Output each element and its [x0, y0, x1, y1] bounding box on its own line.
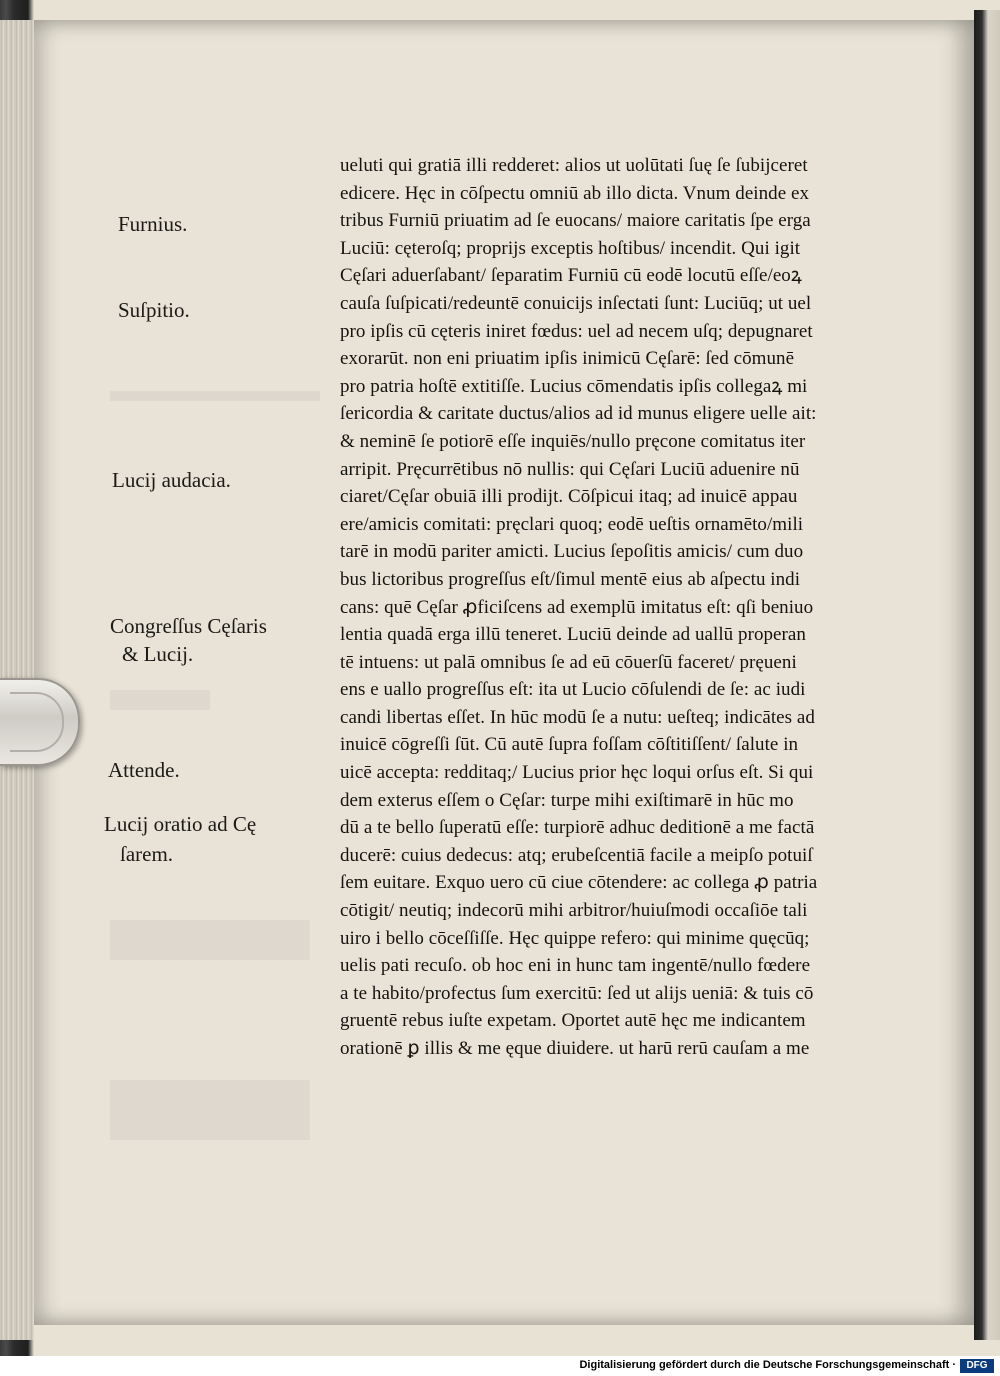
text-line: ſericordia & caritate ductus/alios ad id munus eligere uelle ait: — [340, 403, 817, 425]
bleed-through-3 — [110, 920, 310, 960]
text-line: inuicē cōgreſſi ſūt. Cū autē ſupra foſſam cōſtitiſſent/ ſalute in — [340, 734, 799, 756]
text-line: a te habito/profectus ſum exercitū: ſed ut alijs ueniā: & tuis cō — [340, 982, 814, 1004]
text-line: uelis pati recuſo. ob hoc eni in hunc tam ingentē/nullo fœdere — [340, 955, 811, 977]
text-line: & neminē ſe potiorē eſſe inquiēs/nullo pręcone comitatus iter — [340, 430, 806, 452]
body-text-block — [340, 152, 910, 1063]
dfg-logo: DFG — [960, 1359, 994, 1373]
page-clip-inner — [10, 692, 64, 752]
text-line: arripit. Pręcurrētibus nō nullis: qui Cęſari Luciū aduenire nū — [340, 458, 800, 480]
text-line: lentia quadā erga illū teneret. Luciū deinde ad uallū properan — [340, 624, 806, 646]
margin-note-attende: Attende. — [108, 758, 180, 782]
text-line: dū a te bello ſuperatū eſſe: turpiorē adhuc deditionē a me factā — [340, 817, 815, 839]
text-line: cōtigit/ neutiq; indecorū mihi arbitror/huiuſmodi occaſiōe tali — [340, 900, 808, 922]
margin-note-congressus-line2: & Lucij. — [122, 642, 194, 666]
bleed-through-4 — [110, 1080, 310, 1140]
text-line: orationē ꝑ illis & me ęque diuidere. ut harū rerū cauſam a me — [340, 1038, 810, 1059]
margin-note-congressus-line1: Congreſſus Cęſaris — [110, 614, 267, 638]
margin-note-furnius: Furnius. — [118, 212, 188, 236]
text-line: ens e uallo progreſſus eſt: ita ut Lucio cōſulendi de ſe: ac iudi — [340, 679, 806, 701]
text-line: ducerē: cuius dedecus: atq; erubeſcentiā facile a meipſo potuiſ — [340, 844, 813, 866]
footer-credit: Digitalisierung gefördert durch die Deutsche Forschungsgemeinschaft · — [579, 1359, 956, 1371]
bleed-through-2 — [110, 690, 210, 710]
facing-page-edge — [974, 10, 1000, 1340]
text-line: Cęſari aduerſabant/ ſeparatim Furniū cū eodē locutū eſſe/eoꝝ — [340, 265, 802, 287]
page-clip — [0, 678, 80, 766]
text-line: dem exterus eſſem o Cęſar: turpe mihi exiſtimarē in hūc mo — [340, 789, 794, 811]
text-line: candi libertas eſſet. In hūc modū ſe a nutu: ueſteq; indicātes ad — [340, 706, 815, 728]
text-line: edicere. Hęc in cōſpectu omniū ab illo dicta. Vnum deinde ex — [340, 182, 810, 204]
margin-note-lucij-audacia: Lucij audacia. — [112, 468, 231, 492]
margin-note-suspitio: Suſpitio. — [118, 298, 190, 322]
footer-bar — [0, 1356, 1000, 1376]
text-line: tē intuens: ut palā omnibus ſe ad eū cōuerſū faceret/ pręueni — [340, 651, 797, 673]
text-line: uiro i bello cōceſſiſſe. Hęc quippe refero: qui minime quęcūq; — [340, 927, 810, 949]
bleed-through-1 — [110, 372, 320, 420]
text-line: uicē accepta: redditaq;/ Lucius prior hęc loqui orſus eſt. Si qui — [340, 762, 814, 784]
text-line: ſem euitare. Exquo uero cū ciue cōtendere: ac collega ꝓ patria — [340, 872, 818, 894]
text-line: tarē in modū pariter amicti. Lucius ſepoſitis amicis/ cum duo — [340, 541, 804, 563]
text-line: cans: quē Cęſar ꝓficiſcens ad exemplū imitatus eſt: qſi beniuo — [340, 596, 814, 618]
text-line: pro patria hoſtē extitiſſe. Lucius cōmendatis ipſis collegaꝝ mi — [340, 375, 808, 397]
text-line: ueluti qui gratiā illi redderet: alios ut uolūtati ſuę ſe ſubijceret — [340, 155, 808, 176]
text-line: gruentē rebus iuſte expetam. Oportet autē hęc me indicantem — [340, 1010, 806, 1032]
text-line: tribus Furniū priuatim ad ſe euocans/ maiore caritatis ſpe erga — [340, 210, 811, 232]
text-line: bus lictoribus progreſſus eſt/ſimul mentē eius ab aſpectu indi — [340, 568, 801, 590]
text-line: ere/amicis comitati: pręclari quoq; eodē ueſtis ornamēto/mili — [340, 513, 804, 535]
text-line: cauſa ſuſpicati/redeuntē conuicijs inſectati ſunt: Luciūq; ut uel — [340, 292, 812, 314]
text-line: exorarūt. non eni priuatim ipſis inimicū Cęſarē: ſed cōmunē — [340, 348, 795, 370]
text-line: Luciū: cęteroſq; proprijs exceptis hoſtibus/ incendit. Qui igit — [340, 237, 801, 259]
text-line: ciaret/Cęſar obuiā illi prodijt. Cōſpicui itaq; ad inuicē appau — [340, 486, 798, 508]
margin-note-oratio-line1: Lucij oratio ad Cę — [104, 812, 257, 836]
margin-note-oratio-line2: ſarem. — [120, 842, 174, 866]
text-line: pro ipſis cū cęteris iniret fœdus: uel ad necem uſq; depugnaret — [340, 320, 813, 342]
